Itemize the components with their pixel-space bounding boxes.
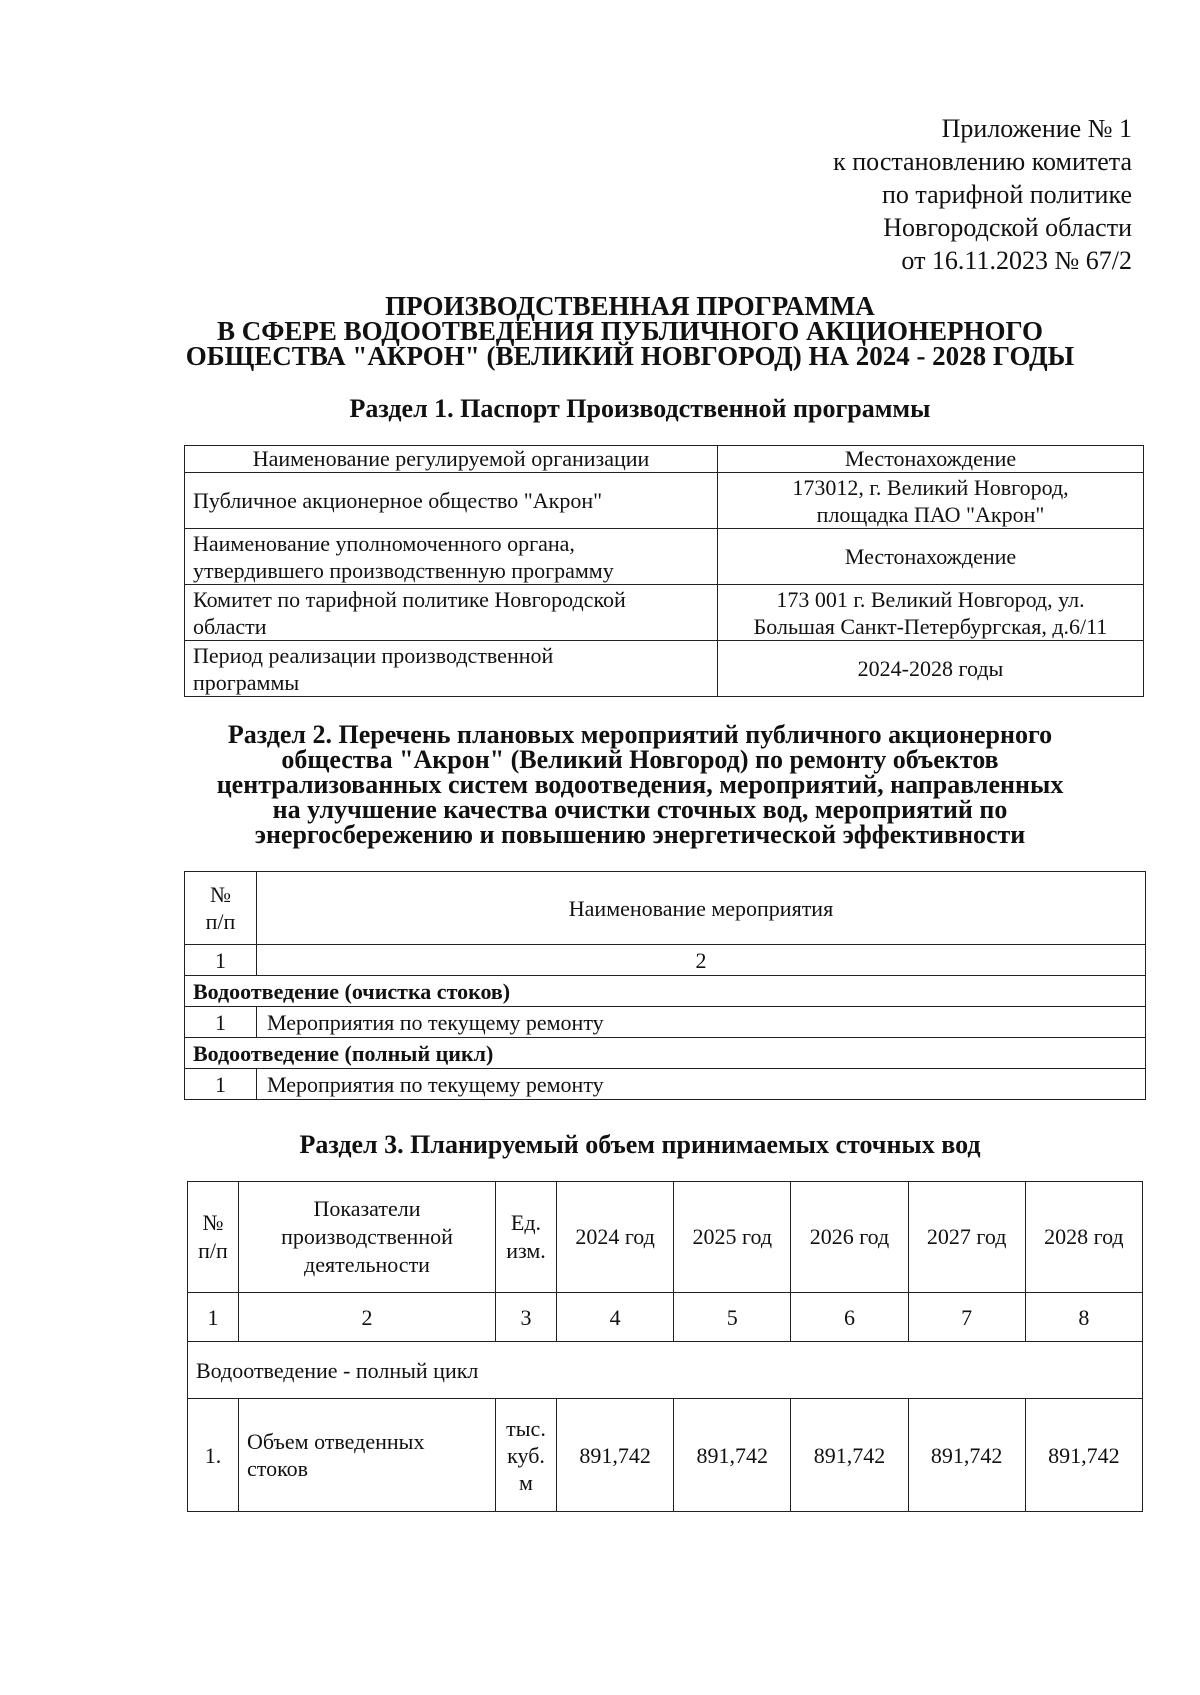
year-header-cell: 2028 год: [1025, 1182, 1142, 1293]
index-cell: 8: [1025, 1293, 1142, 1342]
cell-text: Период реализации производственной: [193, 642, 554, 668]
cell-text: Комитет по тарифной политике Новгородской: [193, 586, 626, 612]
title-line: ПРОИЗВОДСТВЕННАЯ ПРОГРАММА: [385, 291, 875, 321]
table-row: [185, 976, 1146, 1007]
section1-heading-text: Раздел 1. Паспорт Производственной программы: [349, 394, 931, 423]
header-cell: Наименование мероприятия: [257, 872, 1146, 945]
table-row: [185, 585, 1144, 641]
year-header-cell: 2027 год: [908, 1182, 1025, 1293]
table-cell: [185, 529, 718, 585]
title-line: ОБЩЕСТВА "АКРОН" (ВЕЛИКИЙ НОВГОРОД) НА 2024 - 2028 ГОДЫ: [185, 341, 1075, 371]
table-cell: [718, 585, 1144, 641]
appendix-block: [572, 112, 1132, 277]
index-cell: 5: [674, 1293, 791, 1342]
table-row: [185, 1038, 1146, 1069]
year-header-cell: 2026 год: [791, 1182, 908, 1293]
cell-text: №: [210, 882, 231, 907]
header-cell: [188, 1182, 239, 1293]
cell-text: тыс.: [506, 1415, 546, 1441]
heading-line: энергосбережению и повышению энергетической эффективности: [254, 820, 1026, 849]
table-row: [185, 945, 1146, 976]
table-row: [185, 1069, 1146, 1100]
header-cell: [239, 1182, 496, 1293]
table-row: [188, 1342, 1143, 1399]
cell-text: Показатели: [313, 1196, 421, 1221]
cell-text: 173012, г. Великий Новгород,: [792, 474, 1069, 500]
index-cell: 4: [557, 1293, 674, 1342]
table-cell: [185, 641, 718, 697]
heading-line: на улучшение качества очистки сточных вод, мероприятий по: [272, 795, 1008, 824]
table-row: [188, 1182, 1143, 1293]
table-row: [188, 1293, 1143, 1342]
value-cell: 891,742: [791, 1399, 908, 1512]
index-cell: 2: [257, 945, 1146, 976]
table-cell: [239, 1399, 496, 1512]
header-cell: [496, 1182, 557, 1293]
index-cell: 1: [188, 1293, 239, 1342]
cell-text: Большая Санкт-Петербургская, д.6/11: [753, 613, 1108, 639]
appendix-line: по тарифной политике: [882, 180, 1132, 209]
section1-heading: [140, 396, 1140, 421]
appendix-line: от 16.11.2023 № 67/2: [901, 246, 1132, 275]
heading-line: централизованных систем водоотведения, мероприятий, направленных: [216, 770, 1064, 799]
appendix-line: Новгородской области: [883, 213, 1132, 242]
value-cell: 891,742: [908, 1399, 1025, 1512]
cell-text: программы: [193, 669, 300, 695]
header-cell: [185, 872, 257, 945]
cell-text: куб.: [507, 1442, 545, 1468]
table-row: [185, 446, 1144, 473]
measures-table: [184, 871, 1146, 1100]
table-cell: [718, 473, 1144, 529]
heading-line: Раздел 2. Перечень плановых мероприятий публичного акционерного: [227, 720, 1053, 749]
cell-text: №: [202, 1210, 224, 1235]
table-row: [185, 529, 1144, 585]
table-row: [188, 1399, 1143, 1512]
section3-heading: [140, 1132, 1140, 1157]
table-cell: Мероприятия по текущему ремонту: [257, 1069, 1146, 1100]
index-cell: 2: [239, 1293, 496, 1342]
year-header-cell: 2024 год: [557, 1182, 674, 1293]
table-cell: Мероприятия по текущему ремонту: [257, 1007, 1146, 1038]
cell-text: п/п: [205, 909, 236, 934]
cell-text: м: [519, 1469, 533, 1495]
table-cell: [496, 1399, 557, 1512]
appendix-line: Приложение № 1: [941, 114, 1132, 143]
group-cell: Водоотведение (полный цикл): [185, 1038, 1146, 1069]
section3-heading-text: Раздел 3. Планируемый объем принимаемых сточных вод: [299, 1130, 981, 1159]
cell-text: Объем отведенных: [247, 1429, 425, 1454]
cell-text: производственной: [281, 1224, 453, 1249]
table-row: [185, 473, 1144, 529]
cell-text: п/п: [198, 1238, 228, 1263]
cell-text: Публичное акционерное общество "Акрон": [193, 488, 603, 513]
table-cell: Местонахождение: [718, 529, 1144, 585]
section2-heading: [140, 722, 1140, 847]
table-row: [185, 641, 1144, 697]
table-cell: [185, 473, 718, 529]
table-row: [185, 1007, 1146, 1038]
cell-text: области: [193, 613, 267, 639]
year-header-cell: 2025 год: [674, 1182, 791, 1293]
group-cell: Водоотведение - полный цикл: [188, 1342, 1143, 1399]
table-cell: 2024-2028 годы: [718, 641, 1144, 697]
header-cell: Местонахождение: [718, 446, 1144, 473]
heading-line: общества "Акрон" (Великий Новгород) по ремонту объектов: [281, 745, 999, 774]
cell-text: Наименование уполномоченного органа,: [193, 530, 575, 556]
volume-table: [187, 1181, 1143, 1512]
index-cell: 7: [908, 1293, 1025, 1342]
cell-text: стоков: [247, 1456, 309, 1481]
table-cell: [185, 585, 718, 641]
cell-text: изм.: [506, 1238, 546, 1263]
appendix-line: к постановлению комитета: [833, 147, 1132, 176]
index-cell: 3: [496, 1293, 557, 1342]
passport-table: [184, 445, 1144, 697]
table-cell: 1: [185, 1069, 257, 1100]
table-row: [185, 872, 1146, 945]
table-cell: 1: [185, 1007, 257, 1038]
cell-text: площадка ПАО "Акрон": [816, 501, 1045, 527]
table-cell: 1.: [188, 1399, 239, 1512]
value-cell: 891,742: [1025, 1399, 1142, 1512]
header-cell: Наименование регулируемой организации: [185, 446, 718, 473]
group-cell: Водоотведение (очистка стоков): [185, 976, 1146, 1007]
cell-text: утвердившего производственную программу: [193, 557, 614, 583]
value-cell: 891,742: [674, 1399, 791, 1512]
title-line: В СФЕРЕ ВОДООТВЕДЕНИЯ ПУБЛИЧНОГО АКЦИОНЕРНОГО: [216, 316, 1044, 346]
cell-text: Ед.: [510, 1210, 542, 1235]
document-title: [140, 291, 1120, 371]
value-cell: 891,742: [557, 1399, 674, 1512]
cell-text: деятельности: [304, 1252, 430, 1277]
index-cell: 6: [791, 1293, 908, 1342]
cell-text: 173 001 г. Великий Новгород, ул.: [776, 586, 1085, 612]
index-cell: 1: [185, 945, 257, 976]
